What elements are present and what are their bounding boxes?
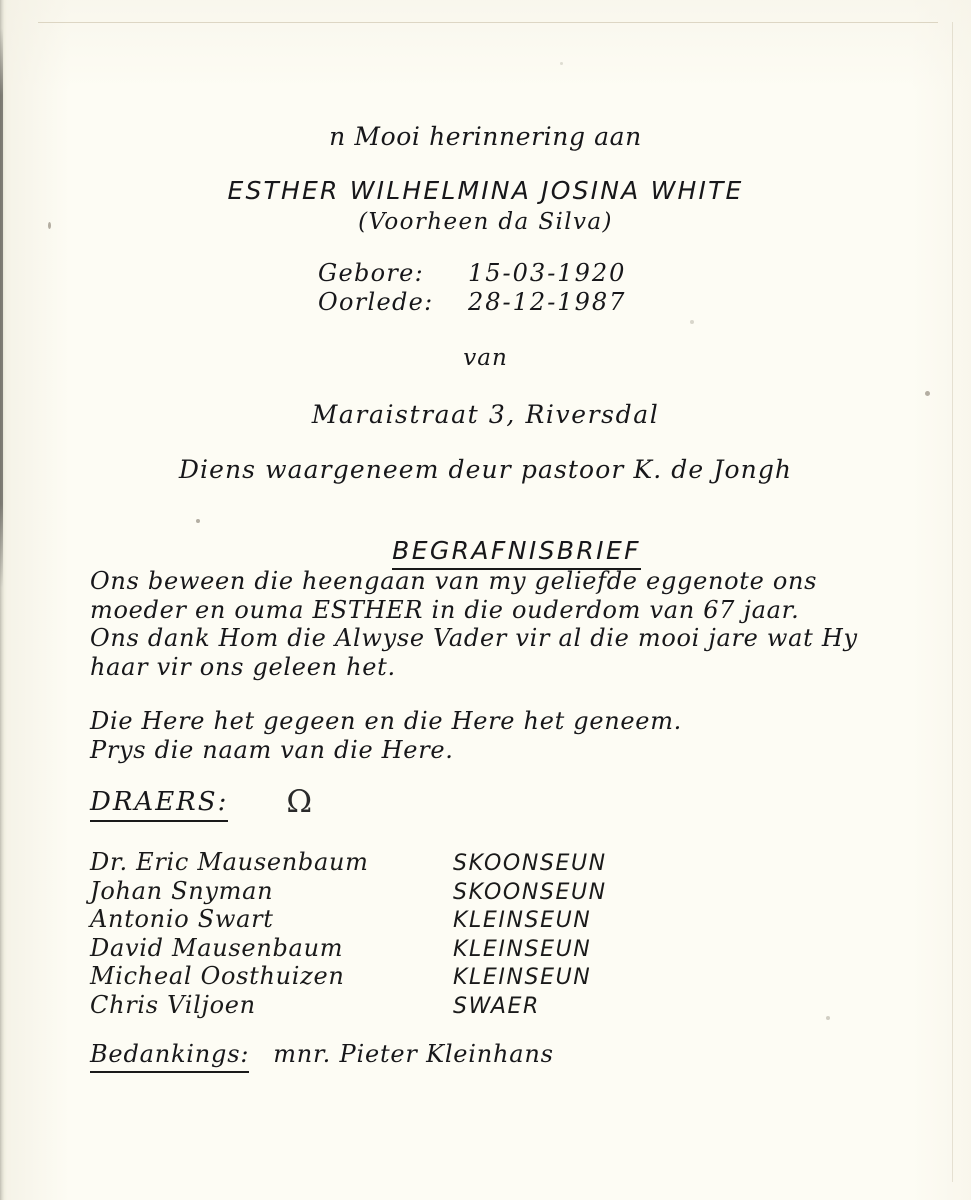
service-officiant-line: Diens waargeneem deur pastoor K. de Jongh [178, 455, 793, 484]
document-heading-text: BEGRAFNISBRIEF [392, 536, 641, 570]
bearer-row [90, 848, 650, 877]
omega-icon: Ω [286, 784, 313, 820]
bearer-role: KLEINSEUN [453, 908, 592, 933]
van-label: van [463, 345, 508, 371]
thanks-value: mnr. Pieter Kleinhans [273, 1040, 554, 1068]
bearers-heading-label: DRAERS: [90, 787, 228, 822]
bearers-list [90, 848, 650, 1019]
eulogy-paragraph-2 [90, 707, 930, 764]
bearer-name: David Mausenbaum [90, 933, 344, 962]
died-date: 28-12-1987 [468, 288, 627, 316]
bearer-row [90, 962, 650, 991]
scripture-line: Die Here het gegeen en die Here het geneem. [90, 707, 682, 735]
bearer-row [90, 934, 650, 963]
eulogy-line: haar vir ons geleen het. [90, 652, 396, 681]
bearer-name: Dr. Eric Mausenbaum [90, 848, 369, 876]
eulogy-line: Ons beween die heengaan van my geliefde eggenote ons [90, 567, 818, 595]
bearer-role: SKOONSEUN [453, 851, 607, 876]
deceased-maiden-name: (Voorheen da Silva) [358, 209, 613, 235]
thanks-line [90, 1040, 554, 1073]
eulogy-line: moeder en ouma ESTHER in die ouderdom van 67 jaar. [90, 595, 800, 624]
bearer-name: Antonio Swart [90, 905, 274, 933]
bearers-heading [90, 784, 313, 822]
address-line: Maraistraat 3, Riversdal [311, 400, 660, 429]
eulogy-paragraph-1 [90, 567, 930, 681]
died-row [0, 288, 971, 316]
bearer-role: KLEINSEUN [453, 936, 592, 962]
bearer-row [90, 991, 650, 1020]
bearer-row [90, 905, 650, 934]
born-row [0, 259, 971, 287]
scripture-line: Prys die naam van die Here. [90, 735, 454, 764]
died-label: Oorlede: [318, 288, 434, 316]
eulogy-line: Ons dank Hom die Alwyse Vader vir al die mooi jare wat Hy [90, 624, 858, 652]
deceased-full-name: ESTHER WILHELMINA JOSINA WHITE [227, 176, 744, 205]
bearer-name: Chris Viljoen [90, 990, 256, 1019]
born-date: 15-03-1920 [468, 259, 627, 287]
bearer-name: Micheal Oosthuizen [90, 962, 345, 990]
born-label: Gebore: [318, 259, 425, 287]
bearer-role: KLEINSEUN [453, 965, 592, 990]
bearer-name: Johan Snyman [90, 876, 274, 905]
bearer-role: SWAER [453, 993, 540, 1019]
bearer-row [90, 877, 650, 906]
thanks-label: Bedankings: [90, 1040, 249, 1073]
bearer-role: SKOONSEUN [453, 879, 607, 905]
memory-line: n Mooi herinnering aan [329, 122, 642, 151]
